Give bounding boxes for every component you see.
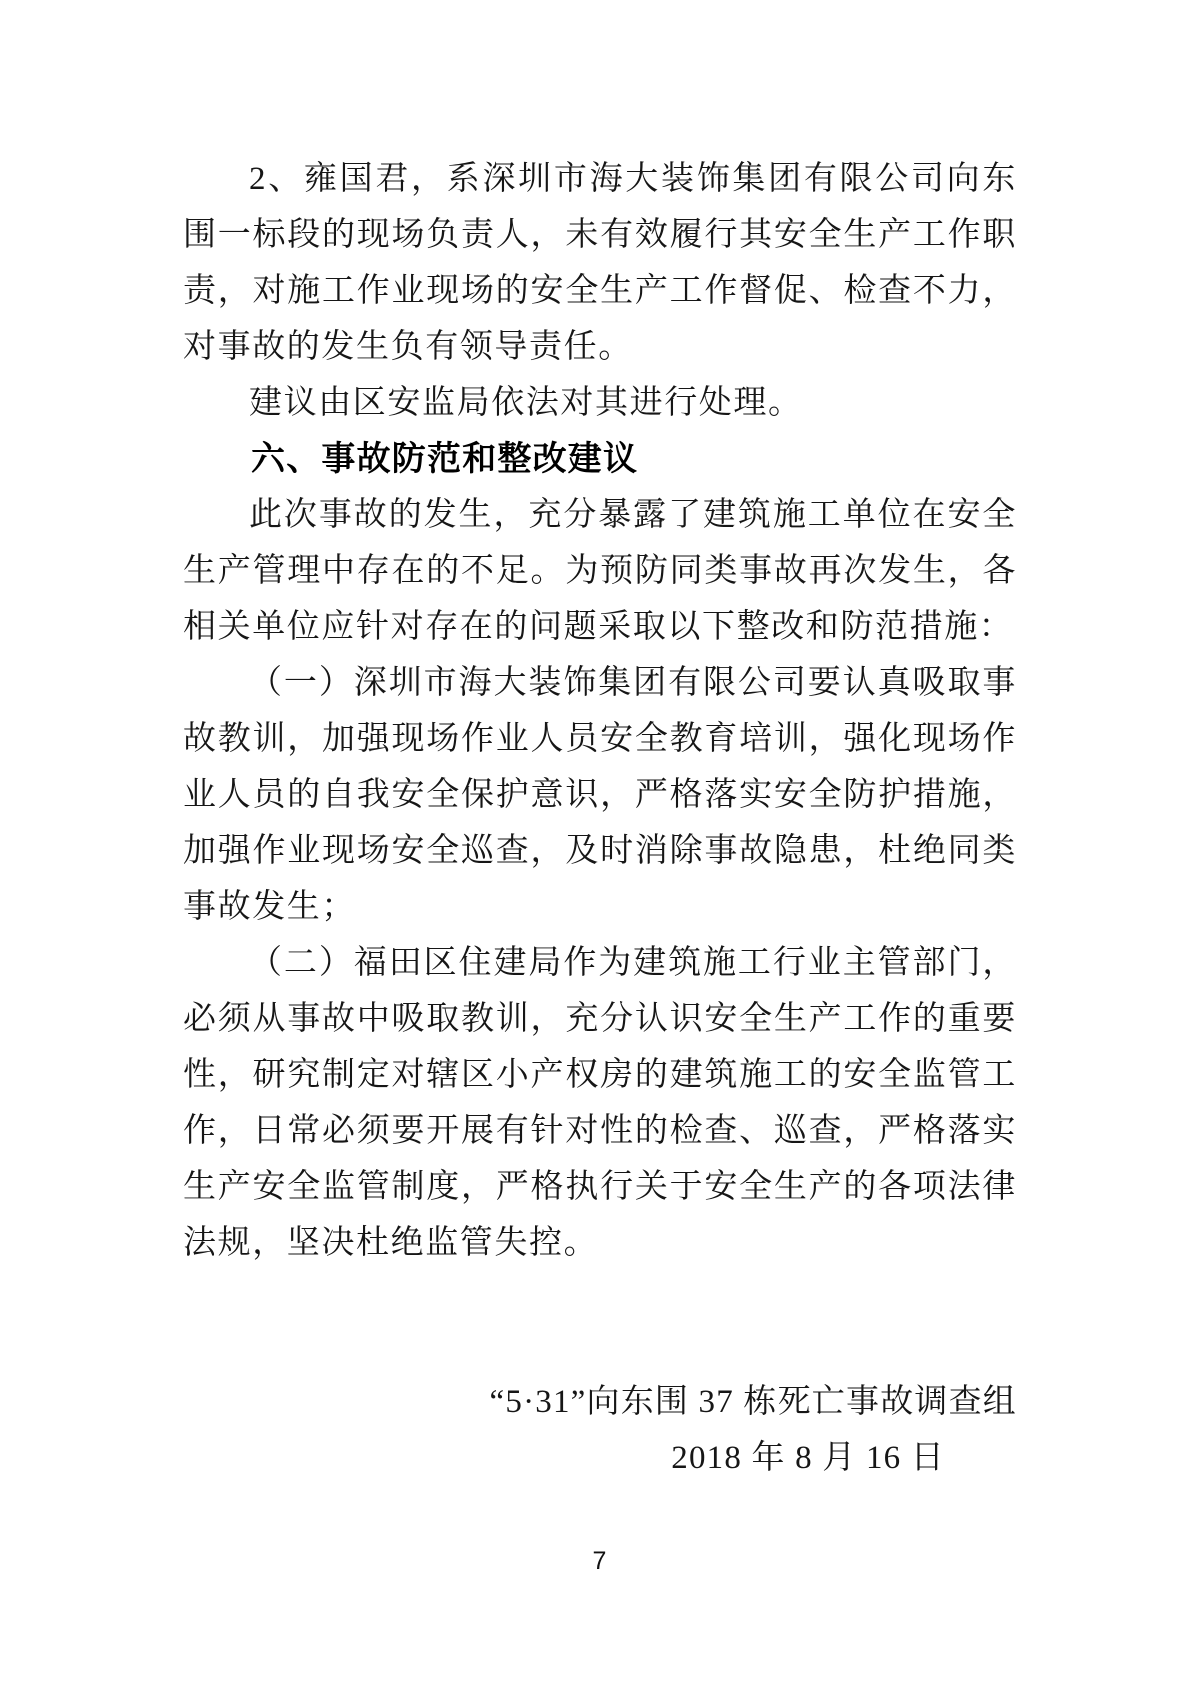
paragraph-accident-exposure-intro: 此次事故的发生，充分暴露了建筑施工单位在安全生产管理中存在的不足。为预防同类事故再次发生，各相关单位应针对存在的问题采取以下整改和防范措施：	[183, 497, 1017, 645]
signature-block	[183, 1374, 1017, 1486]
document-body	[183, 151, 1017, 1486]
paragraph-measure-one-haida-company: （一）深圳市海大装饰集团有限公司要认真吸取事故教训，加强现场作业人员安全教育培训，强化现场作业人员的自我安全保护意识，严格落实安全防护措施，加强作业现场安全巡查，及时消除事故隐患，杜绝同类事故发生；	[183, 665, 1017, 925]
paragraph-measure-two-futian-bureau: （二）福田区住建局作为建筑施工行业主管部门，必须从事故中吸取教训，充分认识安全生产工作的重要性，研究制定对辖区小产权房的建筑施工的安全监管工作，日常必须要开展有针对性的检查、巡查，严格落实生产安全监管制度，严格执行关于安全生产的各项法律法规，坚决杜绝监管失控。	[183, 945, 1017, 1261]
paragraph-handling-recommendation: 建议由区安监局依法对其进行处理。	[249, 385, 803, 421]
page-number: 7	[592, 1547, 607, 1575]
paragraph-responsibility-yongguojun: 2、雍国君，系深圳市海大装饰集团有限公司向东围一标段的现场负责人，未有效履行其安全生产工作职责，对施工作业现场的安全生产工作督促、检查不力，对事故的发生负有领导责任。	[183, 161, 1017, 365]
section-heading-prevention-rectification: 六、事故防范和整改建议	[251, 440, 639, 478]
signature-investigation-team: “5·31”向东围 37 栋死亡事故调查组	[489, 1384, 1017, 1420]
signature-date: 2018 年 8 月 16 日	[671, 1440, 945, 1476]
